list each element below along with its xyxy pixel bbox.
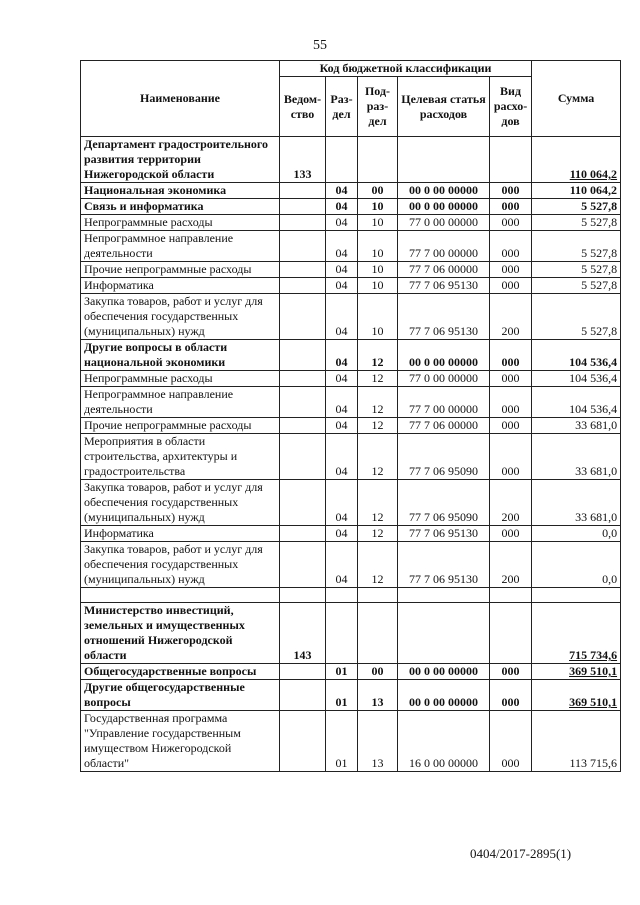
cell-target [398,137,490,183]
cell-vid: 000 [490,387,532,418]
cell-vid: 000 [490,434,532,480]
cell-vedomstvo [280,199,326,215]
cell-vedomstvo [280,262,326,278]
cell-vedomstvo [280,387,326,418]
header-code-group: Код бюджетной классификации [280,61,532,77]
table-row [81,603,621,664]
cell-vedomstvo [280,680,326,711]
cell-vid [490,588,532,603]
cell-vedomstvo [280,588,326,603]
cell-vedomstvo: 143 [280,603,326,664]
header-celevaya: Целевая статья расходов [398,77,490,137]
cell-vedomstvo [280,231,326,262]
cell-razdel: 04 [326,199,358,215]
cell-target: 77 7 06 00000 [398,262,490,278]
cell-target [398,588,490,603]
header-summa: Сумма [532,61,621,137]
cell-sum: 5 527,8 [532,278,621,294]
cell-name: Непрограммные расходы [81,215,280,231]
table-row [81,434,621,480]
cell-podrazdel [358,588,398,603]
cell-sum: 5 527,8 [532,199,621,215]
cell-target: 77 7 00 00000 [398,231,490,262]
cell-razdel: 04 [326,480,358,526]
cell-razdel: 04 [326,215,358,231]
cell-name: Национальная экономика [81,183,280,199]
cell-razdel: 01 [326,664,358,680]
table-row [81,231,621,262]
budget-table [80,60,621,772]
header-name: Наименование [81,61,280,137]
cell-sum: 0,0 [532,526,621,542]
cell-vedomstvo [280,371,326,387]
cell-razdel: 04 [326,371,358,387]
cell-razdel [326,588,358,603]
table-row [81,418,621,434]
cell-target: 77 0 00 00000 [398,371,490,387]
cell-sum: 110 064,2 [532,137,621,183]
cell-vedomstvo [280,183,326,199]
cell-name: Связь и информатика [81,199,280,215]
cell-sum: 33 681,0 [532,418,621,434]
document-code: 0404/2017-2895(1) [470,846,572,861]
cell-name: Закупка товаров, работ и услуг для обеспечения государственных (муниципальных) нужд [81,480,280,526]
cell-vid: 000 [490,418,532,434]
cell-podrazdel: 12 [358,480,398,526]
cell-name: Информатика [81,278,280,294]
cell-target: 77 0 00 00000 [398,215,490,231]
header-vid: Вид расхо-дов [490,77,532,137]
cell-vedomstvo [280,434,326,480]
header-vedomstvo: Ведом-ство [280,77,326,137]
page-number: 55 [313,38,327,53]
cell-vid: 000 [490,711,532,772]
table-row [81,711,621,772]
cell-podrazdel: 12 [358,526,398,542]
table-row [81,664,621,680]
cell-name: Другие общегосударственные вопросы [81,680,280,711]
cell-vedomstvo: 133 [280,137,326,183]
table-row [81,480,621,526]
cell-target: 00 0 00 00000 [398,680,490,711]
cell-razdel: 04 [326,340,358,371]
cell-vid: 000 [490,371,532,387]
table-row [81,262,621,278]
cell-vedomstvo [280,294,326,340]
header-podrazdel: Под-раз-дел [358,77,398,137]
cell-sum: 110 064,2 [532,183,621,199]
table-spacer-row [81,588,621,603]
cell-sum: 369 510,1 [532,664,621,680]
cell-vedomstvo [280,711,326,772]
cell-target: 77 7 06 95130 [398,542,490,588]
cell-podrazdel: 10 [358,278,398,294]
cell-sum: 5 527,8 [532,215,621,231]
cell-podrazdel: 10 [358,262,398,278]
cell-vid: 200 [490,294,532,340]
cell-razdel: 04 [326,418,358,434]
cell-target: 00 0 00 00000 [398,664,490,680]
cell-target: 77 7 06 95090 [398,434,490,480]
cell-podrazdel: 12 [358,434,398,480]
cell-name: Прочие непрограммные расходы [81,262,280,278]
table-body [81,137,621,772]
cell-razdel: 04 [326,434,358,480]
cell-sum: 715 734,6 [532,603,621,664]
cell-razdel: 04 [326,183,358,199]
cell-razdel: 04 [326,526,358,542]
cell-target: 77 7 06 95130 [398,278,490,294]
cell-podrazdel: 10 [358,199,398,215]
cell-razdel: 04 [326,278,358,294]
cell-target: 77 7 00 00000 [398,387,490,418]
cell-vid: 000 [490,526,532,542]
cell-name: Закупка товаров, работ и услуг для обеспечения государственных (муниципальных) нужд [81,294,280,340]
cell-vedomstvo [280,480,326,526]
cell-name: Непрограммное направление деятельности [81,387,280,418]
cell-sum: 33 681,0 [532,480,621,526]
cell-razdel [326,603,358,664]
cell-sum: 0,0 [532,542,621,588]
cell-sum: 113 715,6 [532,711,621,772]
table-row [81,387,621,418]
cell-vid: 000 [490,664,532,680]
cell-vid [490,137,532,183]
cell-name: Закупка товаров, работ и услуг для обеспечения государственных (муниципальных) нужд [81,542,280,588]
cell-podrazdel: 00 [358,664,398,680]
cell-podrazdel: 10 [358,231,398,262]
cell-razdel: 04 [326,262,358,278]
cell-podrazdel: 10 [358,294,398,340]
cell-razdel: 04 [326,542,358,588]
cell-sum [532,588,621,603]
cell-name: Информатика [81,526,280,542]
cell-razdel: 04 [326,387,358,418]
cell-vedomstvo [280,340,326,371]
cell-name [81,588,280,603]
table-row [81,215,621,231]
cell-target: 00 0 00 00000 [398,340,490,371]
cell-vid: 000 [490,183,532,199]
table-row [81,137,621,183]
cell-target: 16 0 00 00000 [398,711,490,772]
cell-name: Непрограммное направление деятельности [81,231,280,262]
cell-sum: 369 510,1 [532,680,621,711]
cell-vid [490,603,532,664]
cell-razdel: 04 [326,294,358,340]
table-row [81,294,621,340]
table-row [81,199,621,215]
cell-target: 00 0 00 00000 [398,199,490,215]
cell-vid: 000 [490,199,532,215]
table-row [81,680,621,711]
table-row [81,371,621,387]
cell-vedomstvo [280,215,326,231]
cell-target: 77 7 06 95090 [398,480,490,526]
cell-vedomstvo [280,526,326,542]
cell-vid: 200 [490,542,532,588]
table-row [81,278,621,294]
cell-razdel: 04 [326,231,358,262]
cell-razdel: 01 [326,680,358,711]
cell-vedomstvo [280,664,326,680]
cell-podrazdel: 00 [358,183,398,199]
cell-vedomstvo [280,278,326,294]
cell-target: 77 7 06 95130 [398,294,490,340]
cell-sum: 5 527,8 [532,294,621,340]
cell-target: 00 0 00 00000 [398,183,490,199]
cell-razdel [326,137,358,183]
table-row [81,340,621,371]
cell-vid: 000 [490,262,532,278]
cell-name: Непрограммные расходы [81,371,280,387]
cell-sum: 33 681,0 [532,434,621,480]
cell-name: Министерство инвестиций, земельных и имущественных отношений Нижегородской области [81,603,280,664]
cell-vid: 000 [490,231,532,262]
table-row [81,183,621,199]
cell-name: Прочие непрограммные расходы [81,418,280,434]
cell-vedomstvo [280,418,326,434]
cell-target: 77 7 06 95130 [398,526,490,542]
cell-podrazdel: 12 [358,371,398,387]
cell-podrazdel: 12 [358,387,398,418]
cell-sum: 104 536,4 [532,371,621,387]
cell-sum: 5 527,8 [532,262,621,278]
cell-podrazdel [358,603,398,664]
cell-name: Департамент градостроительного развития территории Нижегородской области [81,137,280,183]
cell-sum: 104 536,4 [532,340,621,371]
cell-vid: 000 [490,340,532,371]
cell-vid: 000 [490,278,532,294]
cell-sum: 5 527,8 [532,231,621,262]
cell-podrazdel: 10 [358,215,398,231]
cell-podrazdel: 12 [358,340,398,371]
cell-name: Государственная программа "Управление государственным имуществом Нижегородской области" [81,711,280,772]
cell-vid: 000 [490,215,532,231]
header-razdel: Раз-дел [326,77,358,137]
cell-podrazdel: 13 [358,680,398,711]
cell-vedomstvo [280,542,326,588]
cell-vid: 200 [490,480,532,526]
cell-podrazdel: 13 [358,711,398,772]
cell-sum: 104 536,4 [532,387,621,418]
cell-target: 77 7 06 00000 [398,418,490,434]
cell-vid: 000 [490,680,532,711]
cell-name: Другие вопросы в области национальной экономики [81,340,280,371]
cell-podrazdel: 12 [358,542,398,588]
table-row [81,526,621,542]
table-header [81,61,621,137]
cell-target [398,603,490,664]
cell-name: Мероприятия в области строительства, архитектуры и градостроительства [81,434,280,480]
cell-podrazdel [358,137,398,183]
cell-podrazdel: 12 [358,418,398,434]
cell-name: Общегосударственные вопросы [81,664,280,680]
cell-razdel: 01 [326,711,358,772]
table-row [81,542,621,588]
